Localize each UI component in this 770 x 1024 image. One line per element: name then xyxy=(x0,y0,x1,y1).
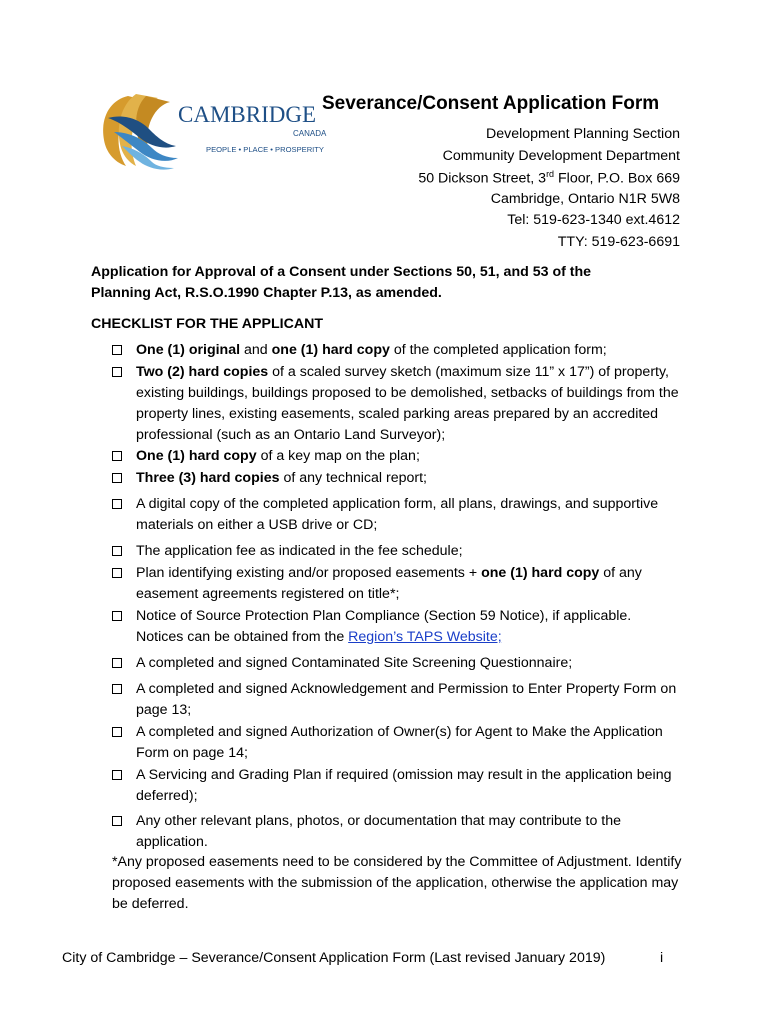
logo-name: CAMBRIDGE xyxy=(178,102,317,127)
checklist-item xyxy=(112,722,682,764)
page-footer: City of Cambridge – Severance/Consent Application Form (Last revised January 2019) xyxy=(62,950,606,966)
street-part2: Floor, P.O. Box 669 xyxy=(554,170,680,187)
checkbox[interactable] xyxy=(112,451,122,461)
page-number: i xyxy=(660,950,664,966)
logo-tagline: PEOPLE • PLACE • PROSPERITY xyxy=(206,145,324,154)
cambridge-logo xyxy=(88,88,328,170)
checklist-item-text: Three (3) hard copies of any technical report; xyxy=(136,470,427,486)
checklist-item xyxy=(112,446,682,467)
street-part1: 50 Dickson Street, 3 xyxy=(418,170,547,187)
checklist-item xyxy=(112,653,682,674)
checkbox[interactable] xyxy=(112,658,122,668)
logo-country: CANADA xyxy=(293,129,327,138)
checklist-item-text: A Servicing and Grading Plan if required (omission may result in the application being deferred); xyxy=(136,767,672,804)
checklist-item-text: A completed and signed Contaminated Site Screening Questionnaire; xyxy=(136,655,573,671)
easement-footnote: *Any proposed easements need to be considered by the Committee of Adjustment. Identify proposed easements with the submission of the application, otherwise the application may be deferred. xyxy=(112,854,682,912)
checklist-item-text: Two (2) hard copies of a scaled survey sketch (maximum size 11” x 17”) of property, existing buildings, buildings proposed to be demolished, setbacks of buildings from the property lines, existing easements, scaled parking areas prepared by an accredited professional (such as an Ontario Land Surveyor); xyxy=(136,364,679,443)
checklist-item xyxy=(112,340,682,361)
checkbox[interactable] xyxy=(112,499,122,509)
checklist-heading: CHECKLIST FOR THE APPLICANT xyxy=(91,316,323,332)
checklist-item-text: Any other relevant plans, photos, or documentation that may contribute to the application. xyxy=(136,813,622,850)
checklist-item xyxy=(112,811,682,853)
checklist-item xyxy=(112,765,682,807)
checklist-item xyxy=(112,563,682,605)
checklist-item-text: One (1) original and one (1) hard copy of the completed application form; xyxy=(136,342,607,358)
checklist-item xyxy=(112,468,682,489)
address-line-tel: Tel: 519-623-1340 ext.4612 xyxy=(507,212,680,228)
checklist-item xyxy=(112,541,682,562)
checkbox[interactable] xyxy=(112,546,122,556)
checkbox[interactable] xyxy=(112,684,122,694)
street-superscript: rd xyxy=(546,169,555,179)
address-line-street xyxy=(418,169,680,187)
checkbox[interactable] xyxy=(112,345,122,355)
checkbox[interactable] xyxy=(112,770,122,780)
checklist-item-text: A completed and signed Authorization of Owner(s) for Agent to Make the Application Form on page 14; xyxy=(136,724,663,761)
address-line-city: Cambridge, Ontario N1R 5W8 xyxy=(490,191,680,207)
checklist-item-text: Plan identifying existing and/or proposed easements + one (1) hard copy of any easement agreements registered on title*; xyxy=(136,565,642,602)
checklist-item-text: One (1) hard copy of a key map on the plan; xyxy=(136,448,420,464)
page-title: Severance/Consent Application Form xyxy=(322,93,660,114)
checklist-item xyxy=(112,362,682,446)
checklist-item xyxy=(112,606,682,648)
checklist-item-text: A completed and signed Acknowledgement and Permission to Enter Property Form on page 13; xyxy=(136,681,677,718)
taps-website-link[interactable]: Region’s TAPS Website; xyxy=(348,629,502,645)
checklist-item xyxy=(112,679,682,721)
checklist-item xyxy=(112,494,682,536)
checkbox[interactable] xyxy=(112,816,122,826)
cambridge-logo-mark xyxy=(88,88,328,170)
checklist-item-text: A digital copy of the completed application form, all plans, drawings, and supportive materials on either a USB drive or CD; xyxy=(136,496,659,533)
checkbox[interactable] xyxy=(112,611,122,621)
checkbox[interactable] xyxy=(112,568,122,578)
checkbox[interactable] xyxy=(112,473,122,483)
checklist-item-text: The application fee as indicated in the fee schedule; xyxy=(136,543,463,559)
address-line-department: Community Development Department xyxy=(442,148,680,164)
checklist-item-text: Notice of Source Protection Plan Compliance (Section 59 Notice), if applicable. Notices can be obtained from the Region’s TAPS Website; xyxy=(136,608,632,645)
address-line-tty: TTY: 519-623-6691 xyxy=(557,234,680,250)
intro-paragraph: Application for Approval of a Consent under Sections 50, 51, and 53 of the Planning Act, R.S.O.1990 Chapter P.13, as amended. xyxy=(91,264,592,301)
checkbox[interactable] xyxy=(112,727,122,737)
checkbox[interactable] xyxy=(112,367,122,377)
address-line-section: Development Planning Section xyxy=(485,126,680,142)
